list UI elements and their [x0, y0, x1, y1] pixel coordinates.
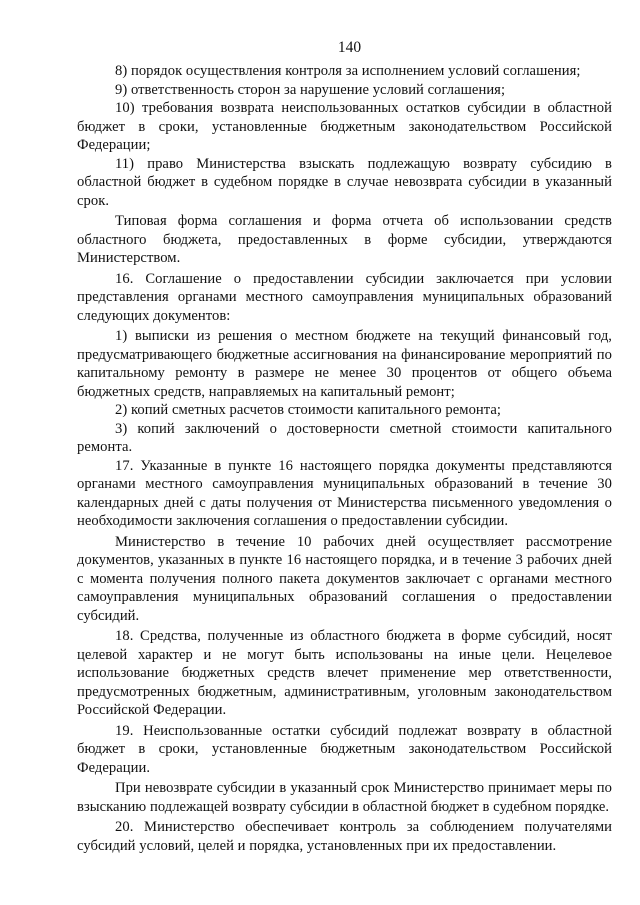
paragraph-clause-20: 20. Министерство обеспечивает контроль за соблюдением получателями субсидий условий, целей и порядка, установленных при их предоставлении. [77, 819, 612, 854]
paragraph-item-10: 10) требования возврата неиспользованных остатков субсидии в областной бюджет в сроки, установленные бюджетным законодательством Российской Федерации; [77, 100, 612, 153]
page-number: 140 [337, 39, 362, 56]
paragraph-clause-19-nonreturn: При невозврате субсидии в указанный срок Министерство принимает меры по взысканию подлежащей возврату субсидии в областной бюджет в судебном порядке. [77, 780, 612, 815]
paragraph-clause-16-item-2: 2) копий сметных расчетов стоимости капитального ремонта; [115, 402, 502, 418]
paragraph-standard-form: Типовая форма соглашения и форма отчета об использовании средств областного бюджета, предоставленных в форме субсидии, утверждаются Министерством. [77, 213, 612, 266]
paragraph-item-11: 11) право Министерства взыскать подлежащую возврату субсидию в областной бюджет в судебном порядке в случае невозврата субсидии в указанный срок. [77, 155, 612, 209]
paragraph-clause-19: 19. Неиспользованные остатки субсидий подлежат возврату в областной бюджет в сроки, установленные бюджетным законодательством Российской Федерации. [77, 722, 612, 776]
paragraph-clause-16: 16. Соглашение о предоставлении субсидии заключается при условии представления органами местного самоуправления муниципальных образований следующих документов: [77, 270, 612, 324]
paragraph-clause-18: 18. Средства, полученные из областного бюджета в форме субсидий, носят целевой характер и не могут быть использованы на иные цели. Нецелевое использование бюджетных средств влечет применение мер ответственности, предусмотренных бюджетным, административным, уголовным законодательством Российской Федерации. [77, 628, 612, 718]
paragraph-item-8: 8) порядок осуществления контроля за исполнением условий соглашения; [115, 63, 581, 79]
paragraph-clause-16-item-1: 1) выписки из решения о местном бюджете на текущий финансовый год, предусматривающего бюджетные ассигнования на финансирование мероприятий по капитальному ремонту в размере не менее 30 процентов от общего объема бюджетных средств, направляемых на капитальный ремонт; [77, 328, 612, 400]
paragraph-clause-17: 17. Указанные в пункте 16 настоящего порядка документы представляются органами местного самоуправления муниципальных образований в течение 30 календарных дней с даты получения от Министерства письменного уведомления о необходимости заключения соглашения о предоставлении субсидии. [77, 457, 612, 529]
paragraph-clause-16-item-3: 3) копий заключений о достоверности сметной стоимости капитального ремонта. [77, 420, 612, 455]
paragraph-item-9: 9) ответственность сторон за нарушение условий соглашения; [115, 81, 506, 98]
paragraph-clause-17-ministry: Министерство в течение 10 рабочих дней осуществляет рассмотрение документов, указанных в пункте 16 настоящего порядка, и в течение 3 рабочих дней с момента получения полного пакета документов заключает с органами местного самоуправления муниципальных образований соглашения о предоставлении субсидий. [77, 533, 612, 624]
